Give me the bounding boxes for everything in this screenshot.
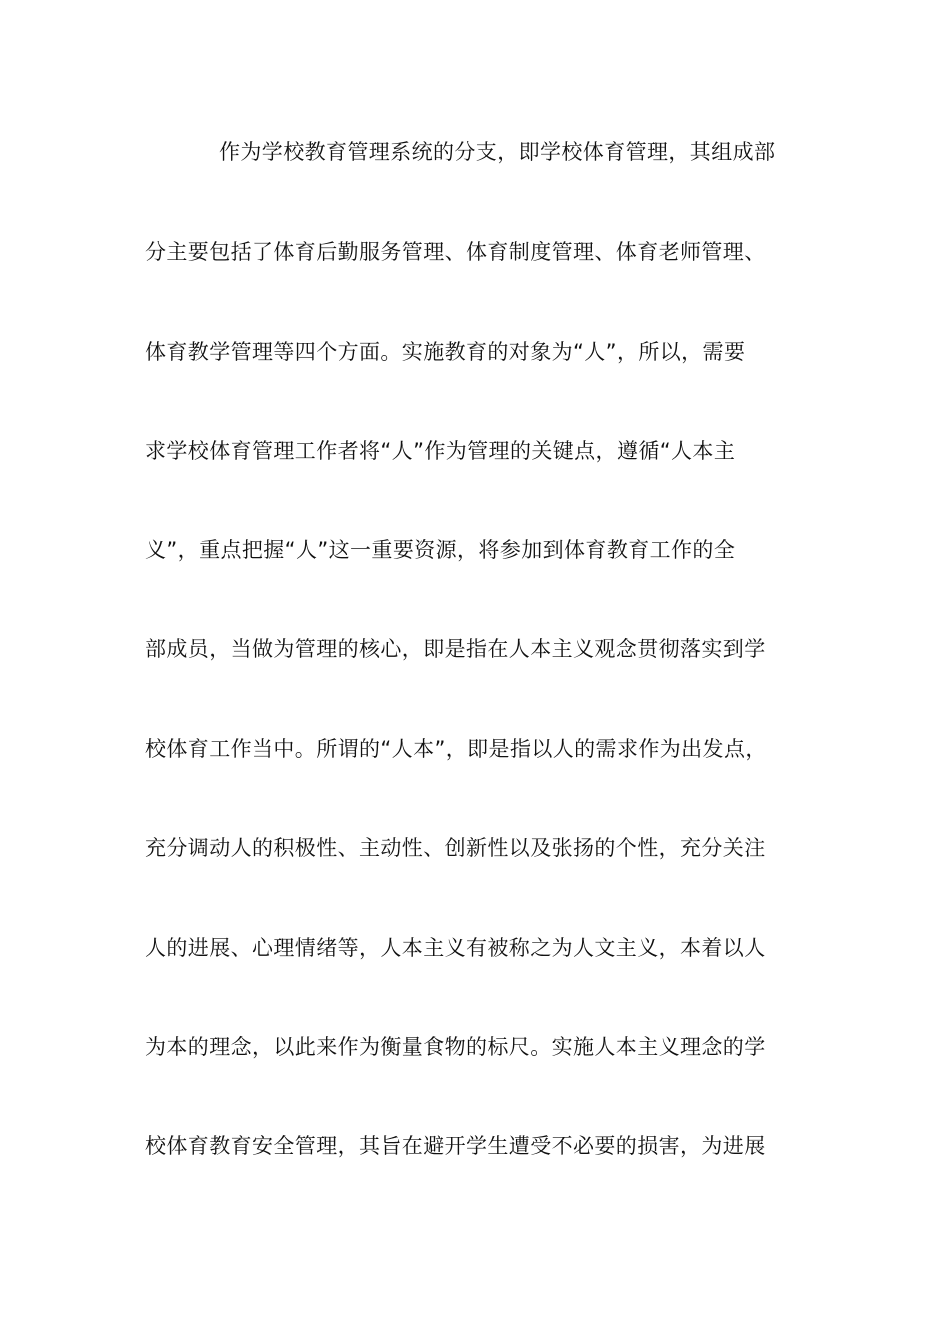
paragraph-line: 体育教学管理等四个方面。实施教育的对象为“人”，所以，需要 bbox=[145, 340, 746, 364]
paragraph-line: 义”，重点把握“人”这一重要资源，将参加到体育教育工作的全 bbox=[145, 538, 736, 562]
paragraph-line: 部成员，当做为管理的核心，即是指在人本主义观念贯彻落实到学 bbox=[145, 637, 766, 661]
paragraph-line: 分主要包括了体育后勤服务管理、体育制度管理、体育老师管理、 bbox=[145, 240, 766, 264]
paragraph-line: 为本的理念，以此来作为衡量食物的标尺。实施人本主义理念的学 bbox=[145, 1035, 766, 1059]
paragraph-line: 求学校体育管理工作者将“人”作为管理的关键点，遵循“人本主 bbox=[145, 439, 736, 463]
paragraph-line: 人的进展、心理情绪等，人本主义有被称之为人文主义，本着以人 bbox=[145, 936, 766, 960]
paragraph-line: 校体育教育安全管理，其旨在避开学生遭受不必要的损害，为进展 bbox=[145, 1134, 766, 1158]
paragraph-line: 校体育工作当中。所谓的“人本”，即是指以人的需求作为出发点， bbox=[145, 737, 767, 761]
paragraph-line: 作为学校教育管理系统的分支，即学校体育管理，其组成部 bbox=[219, 140, 776, 164]
paragraph-line: 充分调动人的积极性、主动性、创新性以及张扬的个性，充分关注 bbox=[145, 836, 766, 860]
